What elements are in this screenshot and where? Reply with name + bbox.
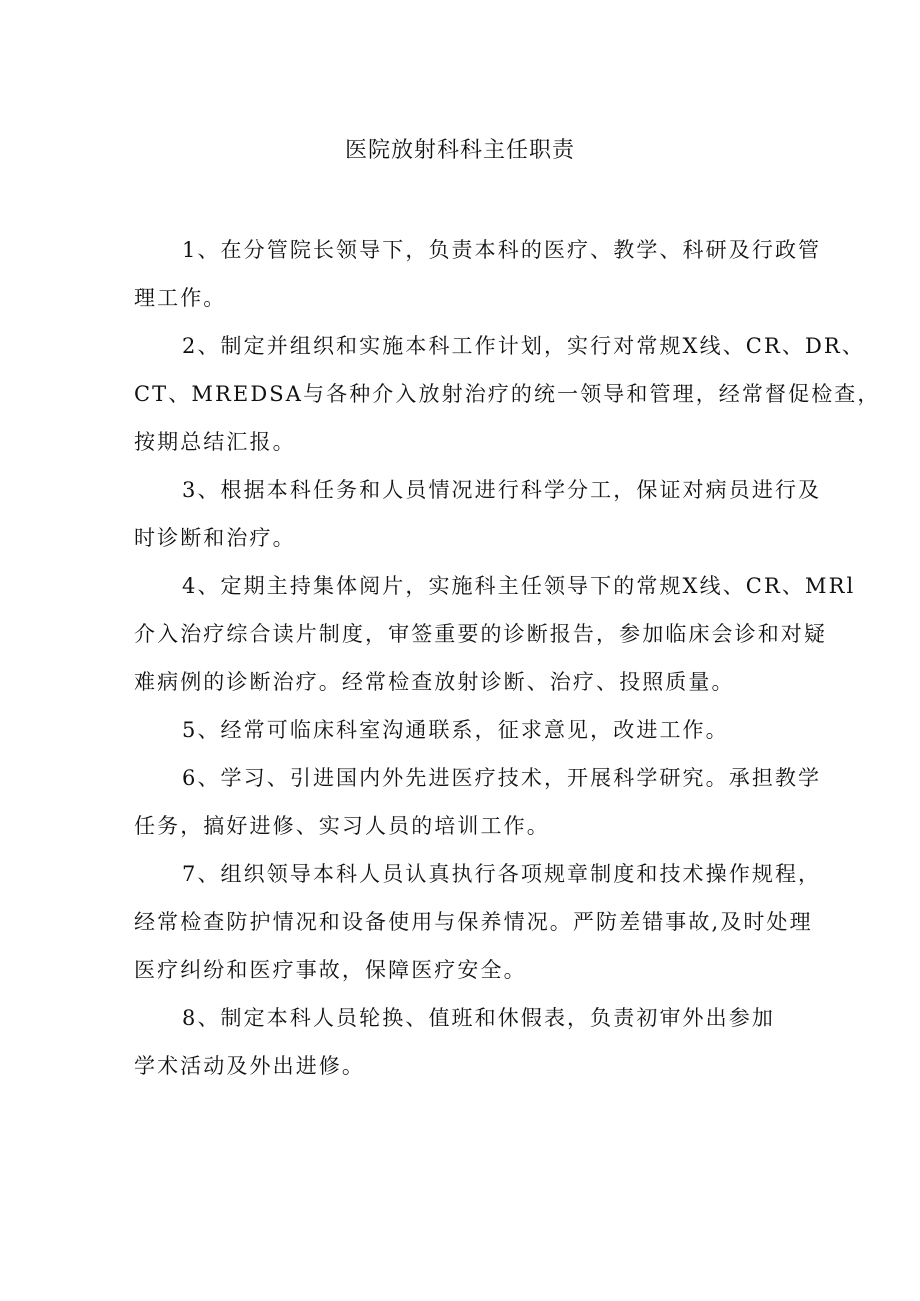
paragraph-line: 1、在分管院长领导下，负责本科的医疗、教学、科研及行政管 <box>182 238 822 262</box>
paragraph-7 <box>134 850 822 994</box>
paragraph-1 <box>134 226 822 322</box>
paragraph-line: 7、组织领导本科人员认真执行各项规章制度和技术操作规程， <box>182 862 822 886</box>
paragraph-line: 3、根据本科任务和人员情况进行科学分工，保证对病员进行及 <box>182 478 822 502</box>
paragraph-line: 时诊断和治疗。 <box>134 526 296 550</box>
document-body <box>134 226 881 1090</box>
paragraph-line: 8、制定本科人员轮换、值班和休假表，负责初审外出参加 <box>182 1006 775 1030</box>
paragraph-line: 4、定期主持集体阅片，实施科主任领导下的常规X线、CR、MRl <box>182 574 856 598</box>
paragraph-line: 任务，搞好进修、实习人员的培训工作。 <box>134 814 550 838</box>
paragraph-line: 医疗纠纷和医疗事故，保障医疗安全。 <box>134 958 527 982</box>
paragraph-line: 学术活动及外出进修。 <box>134 1054 365 1078</box>
paragraph-line: 难病例的诊断治疗。经常检查放射诊断、治疗、投照质量。 <box>134 670 735 694</box>
paragraph-line: 按期总结汇报。 <box>134 430 296 454</box>
paragraph-line: CT、MREDSA与各种介入放射治疗的统一领导和管理，经常督促检查， <box>134 382 881 406</box>
document-title: 医院放射科科主任职责 <box>344 138 575 163</box>
paragraph-line: 理工作。 <box>134 286 227 310</box>
paragraph-line: 介入治疗综合读片制度，审签重要的诊断报告，参加临床会诊和对疑 <box>134 622 827 646</box>
paragraph-line: 经常检查防护情况和设备使用与保养情况。严防差错事故,及时处理 <box>134 910 813 934</box>
paragraph-2 <box>134 322 881 466</box>
paragraph-line: 6、学习、引进国内外先进医疗技术，开展科学研究。承担教学 <box>182 766 822 790</box>
paragraph-4 <box>134 562 856 706</box>
paragraph-line: 2、制定并组织和实施本科工作计划，实行对常规X线、CR、DR、 <box>182 334 865 358</box>
paragraph-3 <box>134 466 822 562</box>
paragraph-5 <box>134 706 794 754</box>
paragraph-8 <box>134 994 794 1090</box>
paragraph-line: 5、经常可临床科室沟通联系，征求意见，改进工作。 <box>182 718 729 742</box>
paragraph-6 <box>134 754 822 850</box>
